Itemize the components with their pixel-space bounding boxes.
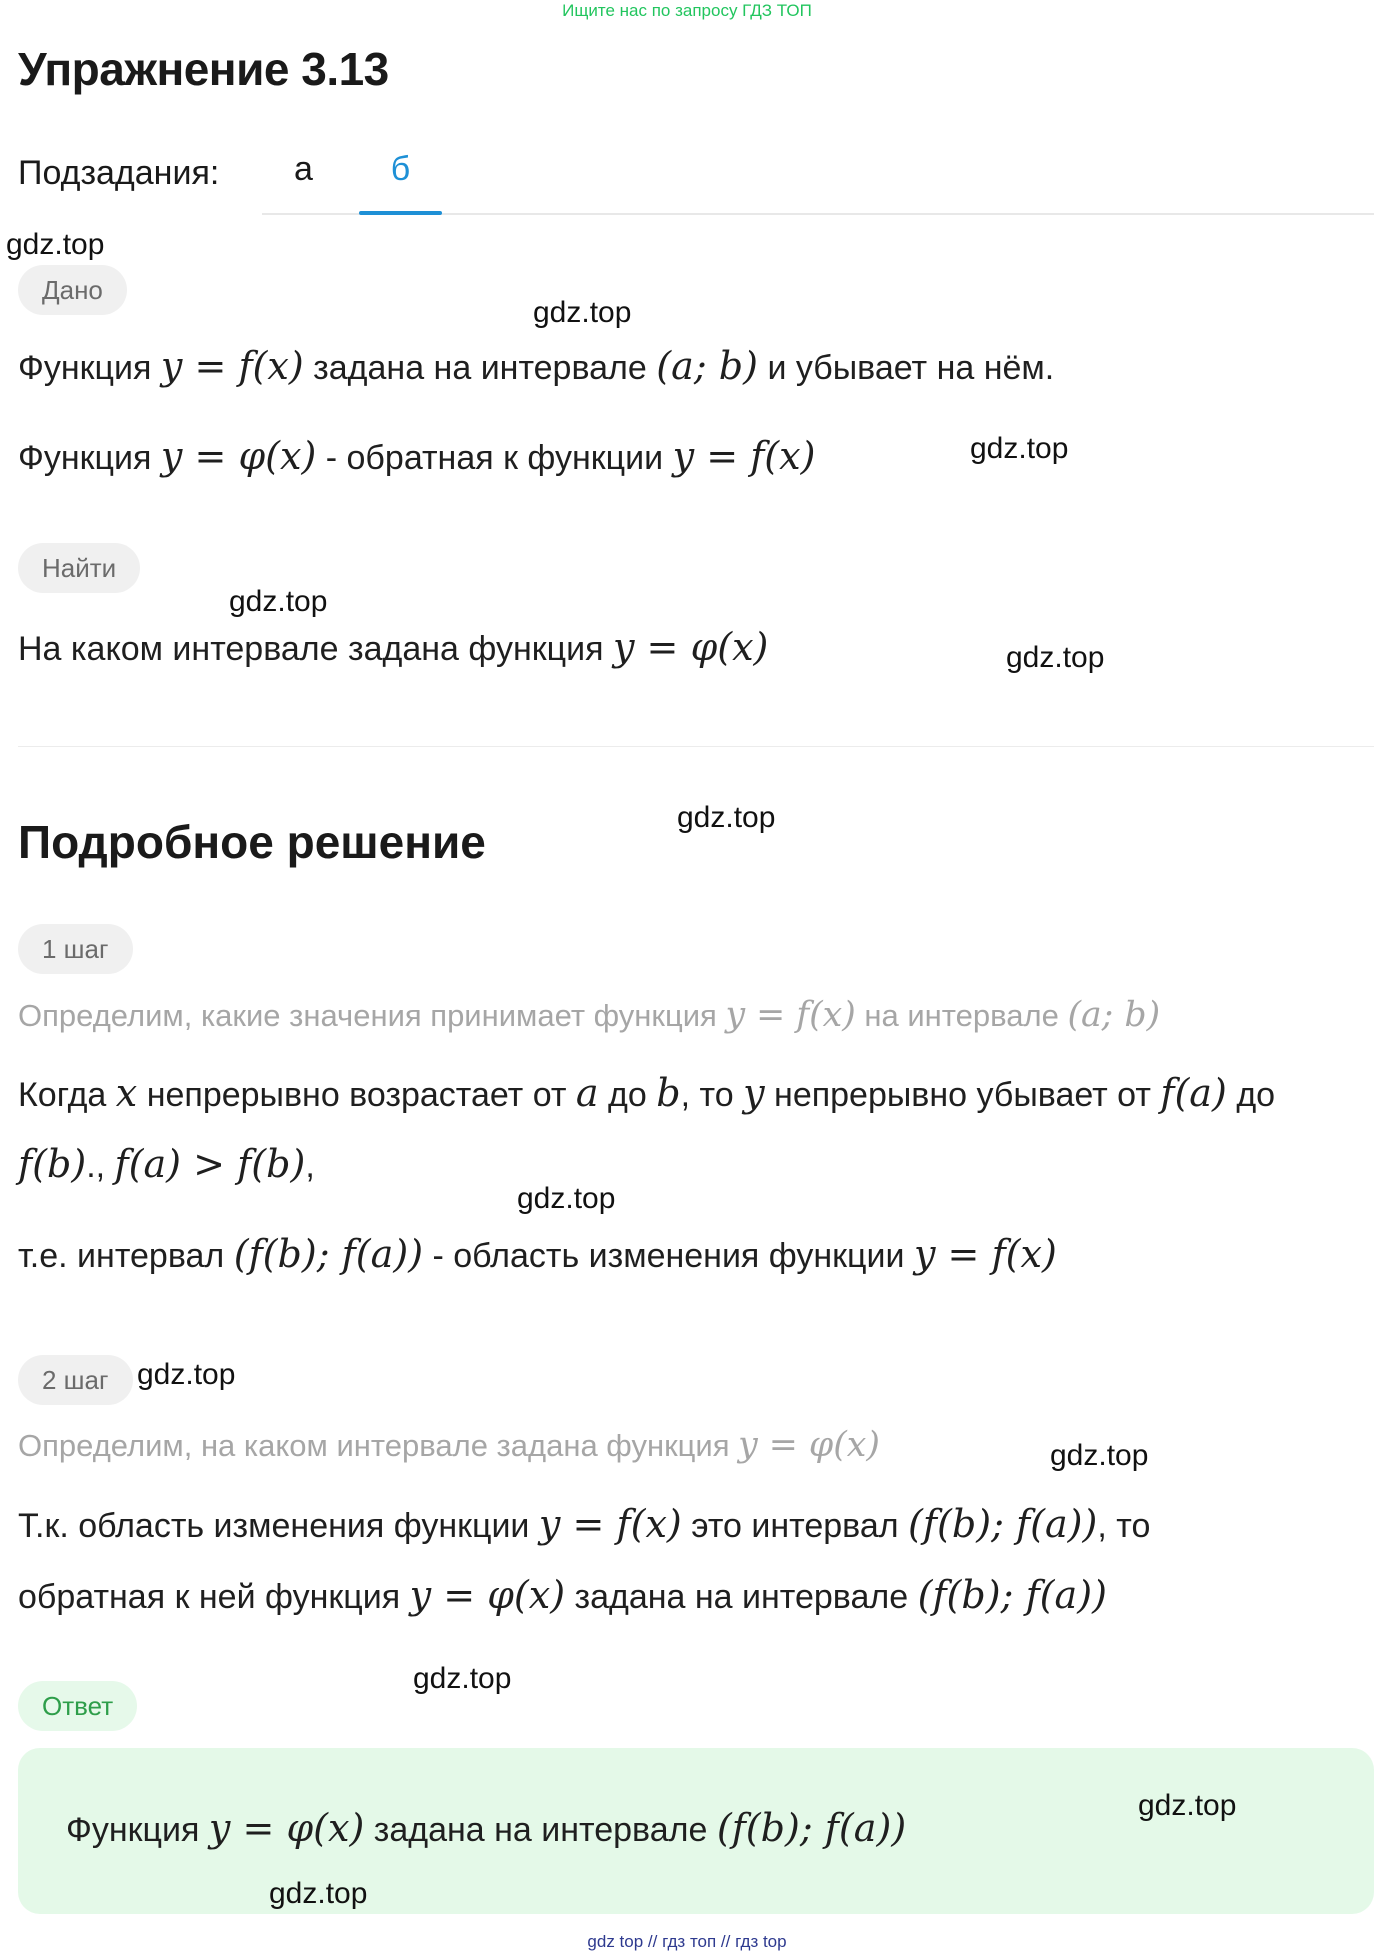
watermark: gdz.top bbox=[229, 585, 328, 618]
tab-subtask-b[interactable]: б bbox=[390, 150, 411, 188]
subtasks-label: Подзадания: bbox=[18, 154, 220, 192]
math: y = φ(x) bbox=[409, 1573, 566, 1617]
math: f(b) bbox=[18, 1142, 87, 1186]
active-tab-indicator bbox=[359, 211, 442, 215]
math: (f(b); f(a)) bbox=[908, 1502, 1098, 1546]
watermark: gdz.top bbox=[517, 1182, 616, 1215]
math: y = f(x) bbox=[913, 1232, 1057, 1276]
section-divider bbox=[18, 746, 1374, 747]
watermark: gdz.top bbox=[1006, 641, 1105, 674]
watermark: gdz.top bbox=[137, 1358, 236, 1391]
math: f(a) bbox=[1160, 1071, 1227, 1115]
watermark: gdz.top bbox=[1138, 1789, 1237, 1822]
step-1-line-3: т.е. интервал (f(b); f(a)) - область изменения функции y = f(x) bbox=[18, 1232, 1057, 1276]
step-2-line-1: Т.к. область изменения функции y = f(x) это интервал (f(b); f(a)), то bbox=[18, 1502, 1151, 1546]
math: (f(b); f(a)) bbox=[716, 1806, 907, 1850]
top-banner: Ищите нас по запросу ГДЗ ТОП bbox=[562, 1, 812, 20]
find-pill: Найти bbox=[18, 543, 140, 593]
math: (f(b); f(a)) bbox=[233, 1232, 424, 1276]
answer-pill: Ответ bbox=[18, 1681, 137, 1731]
watermark: gdz.top bbox=[413, 1662, 512, 1695]
math: y = φ(x) bbox=[612, 625, 769, 669]
watermark: gdz.top bbox=[6, 228, 105, 261]
step-1-line-1: Когда x непрерывно возрастает от a до b, то y непрерывно убывает от f(a) до bbox=[18, 1071, 1276, 1115]
watermark: gdz.top bbox=[970, 432, 1069, 465]
math: y = f(x) bbox=[725, 995, 856, 1035]
math: f(a) > f(b) bbox=[114, 1142, 306, 1186]
math: y = φ(x) bbox=[738, 1425, 880, 1465]
solution-heading: Подробное решение bbox=[18, 816, 486, 868]
step-2-hint: Определим, на каком интервале задана функция y = φ(x) bbox=[18, 1425, 880, 1465]
given-pill: Дано bbox=[18, 265, 127, 315]
given-line-2: Функция y = φ(x) - обратная к функции y = f(x) bbox=[18, 434, 816, 478]
math: y = f(x) bbox=[538, 1502, 682, 1546]
math: b bbox=[656, 1071, 681, 1115]
watermark: gdz.top bbox=[269, 1877, 368, 1910]
footer-links: gdz top // гдз топ // гдз top bbox=[587, 1932, 787, 1951]
math: (a; b) bbox=[656, 344, 758, 388]
find-line: На каком интервале задана функция y = φ(x) bbox=[18, 625, 769, 669]
math: a bbox=[575, 1071, 599, 1115]
step-1-hint: Определим, какие значения принимает функция y = f(x) на интервале (a; b) bbox=[18, 995, 1161, 1035]
step-1-pill: 1 шаг bbox=[18, 924, 133, 974]
step-2-line-2: обратная к ней функция y = φ(x) задана на интервале (f(b); f(a)) bbox=[18, 1573, 1107, 1617]
math: y bbox=[743, 1071, 765, 1115]
math: (a; b) bbox=[1067, 995, 1161, 1035]
math: y = f(x) bbox=[672, 434, 816, 478]
math: x bbox=[115, 1071, 138, 1115]
answer-line: Функция y = φ(x) задана на интервале (f(b); f(a)) bbox=[66, 1806, 907, 1850]
watermark: gdz.top bbox=[1050, 1439, 1149, 1472]
step-1-line-2: f(b)., f(a) > f(b), bbox=[18, 1142, 315, 1186]
step-2-pill: 2 шаг bbox=[18, 1355, 133, 1405]
math: y = f(x) bbox=[160, 344, 304, 388]
tab-subtask-a[interactable]: а bbox=[294, 150, 313, 188]
math: y = φ(x) bbox=[160, 434, 317, 478]
given-line-1: Функция y = f(x) задана на интервале (a; b) и убывает на нём. bbox=[18, 344, 1055, 388]
watermark: gdz.top bbox=[533, 296, 632, 329]
math: (f(b); f(a)) bbox=[917, 1573, 1107, 1617]
page-title: Упражнение 3.13 bbox=[18, 43, 389, 95]
math: y = φ(x) bbox=[208, 1806, 365, 1850]
watermark: gdz.top bbox=[677, 801, 776, 834]
